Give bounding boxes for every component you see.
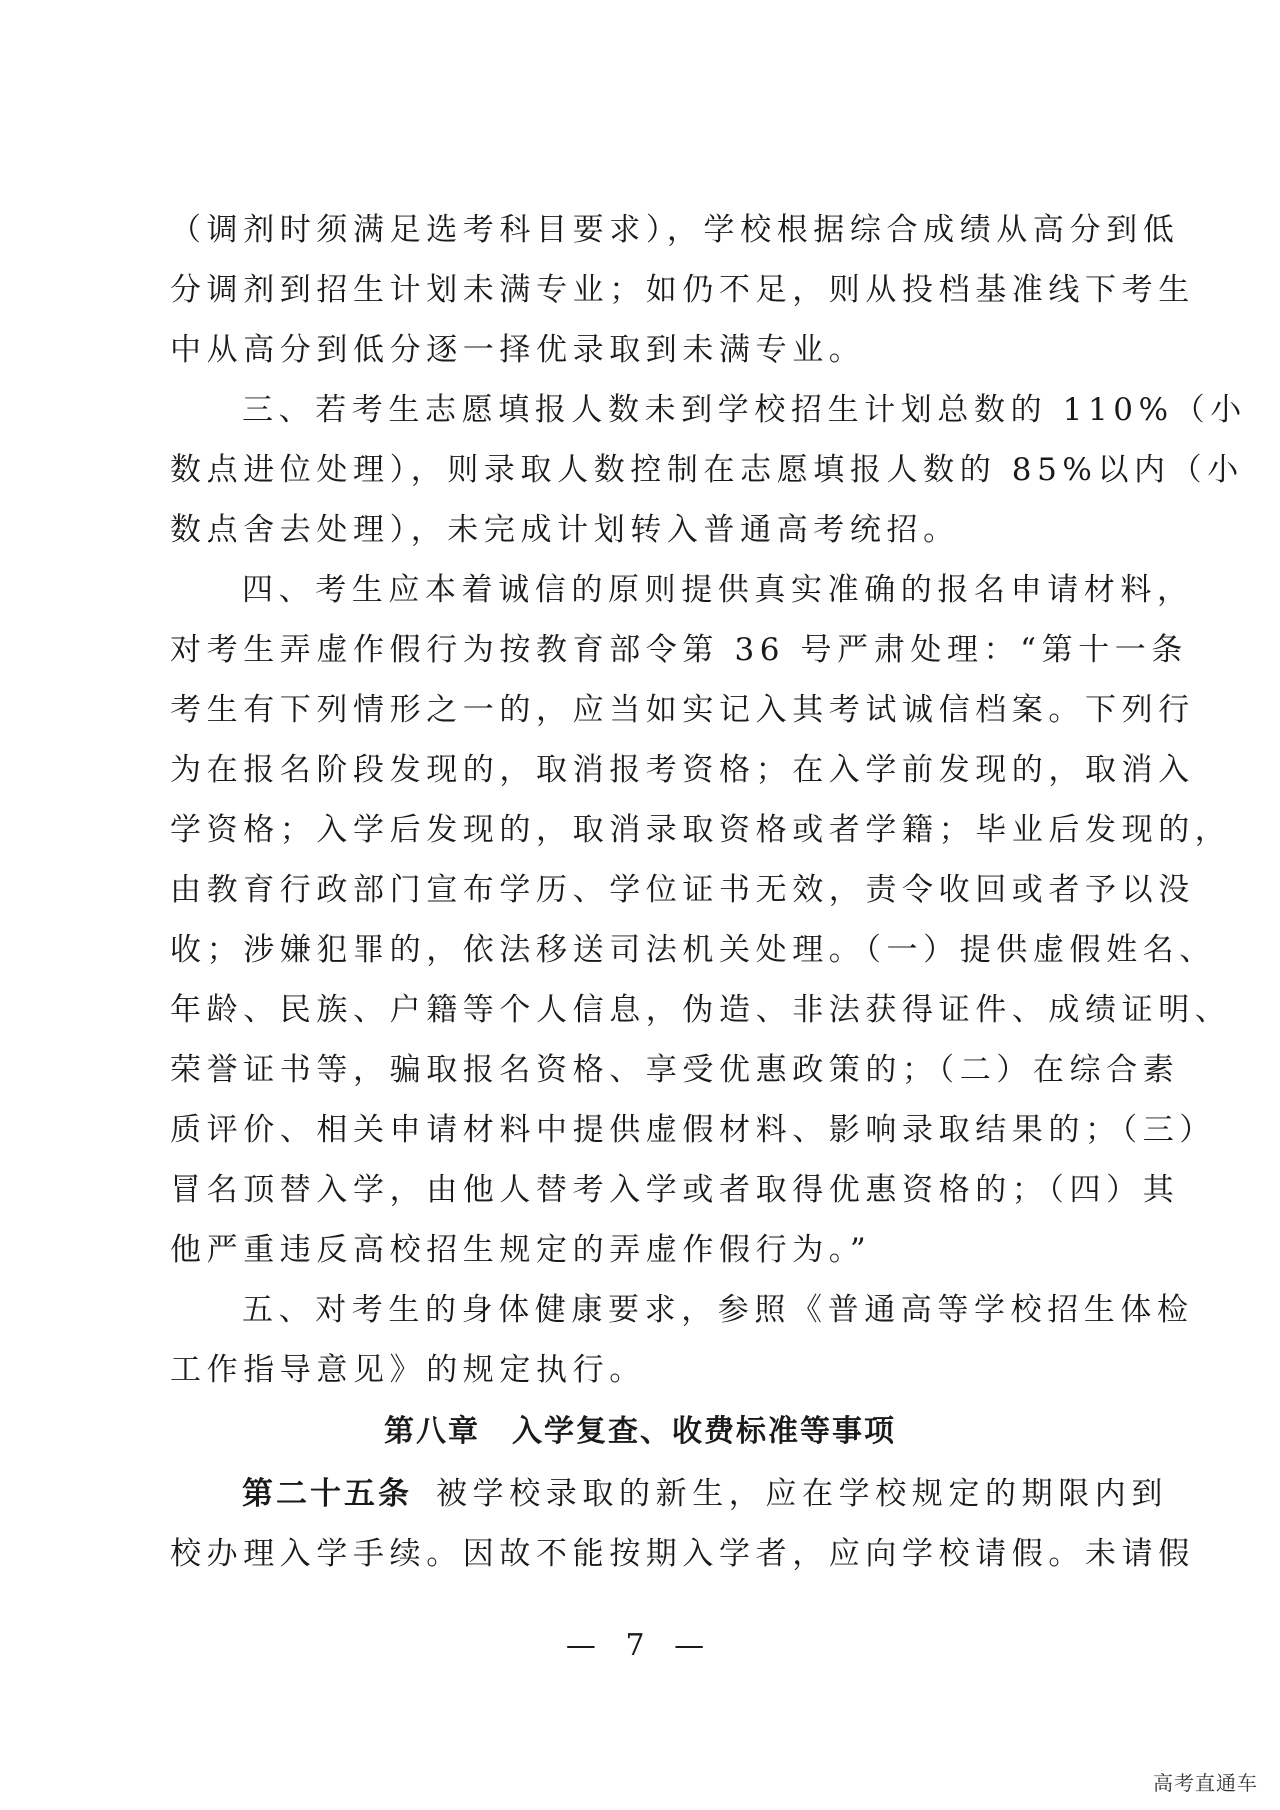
paragraph-5-line: 五、对考生的身体健康要求，参照《普通高等学校招生体检 — [242, 1292, 1194, 1328]
paragraph-4-line: 质评价、相关申请材料中提供虚假材料、影响录取结果的；（三） — [170, 1112, 1216, 1148]
text-line: 分调剂到招生计划未满专业；如仍不足，则从投档基准线下考生 — [170, 272, 1195, 308]
paragraph-3-line: 数点进位处理），则录取人数控制在志愿填报人数的 85%以内（小 — [170, 452, 1244, 488]
chapter-title: 入学复查、收费标准等事项 — [512, 1414, 896, 1449]
page-number: — 7 — — [565, 1628, 715, 1663]
paragraph-4-line: 冒名顶替入学，由他人替考入学或者取得优惠资格的；（四）其 — [170, 1172, 1180, 1208]
text-line: 中从高分到低分逐一择优录取到未满专业。 — [170, 332, 866, 368]
paragraph-4-line: 由教育行政部门宣布学历、学位证书无效，责令收回或者予以没 — [170, 872, 1195, 908]
paragraph-4-line: 考生有下列情形之一的，应当如实记入其考试诚信档案。下列行 — [170, 692, 1195, 728]
article-25-line — [170, 1464, 1168, 1524]
paragraph-3-line: 数点舍去处理），未完成计划转入普通高考统招。 — [170, 512, 960, 548]
paragraph-5-line: 工作指导意见》的规定执行。 — [170, 1352, 646, 1388]
article-label: 第二十五条 — [242, 1476, 412, 1512]
paragraph-4-line: 荣誉证书等，骗取报名资格、享受优惠政策的；（二）在综合素 — [170, 1052, 1180, 1088]
paragraph-4-line: 收；涉嫌犯罪的，依法移送司法机关处理。（一）提供虚假姓名、 — [170, 932, 1216, 968]
chapter-heading — [170, 1400, 1110, 1464]
paragraph-4-line: 为在报名阶段发现的，取消报考资格；在入学前发现的，取消入 — [170, 752, 1195, 788]
document-body — [170, 200, 1247, 1584]
paragraph-4-line: 年龄、民族、户籍等个人信息，伪造、非法获得证件、成绩证明、 — [170, 992, 1232, 1028]
paragraph-4-line: 他严重违反高校招生规定的弄虚作假行为。” — [170, 1232, 872, 1268]
chapter-number: 第八章 — [384, 1414, 480, 1449]
paragraph-4-line: 四、考生应本着诚信的原则提供真实准确的报名申请材料， — [242, 572, 1194, 608]
paragraph-4-line: 学资格；入学后发现的，取消录取资格或者学籍；毕业后发现的， — [170, 812, 1232, 848]
paragraph-3-line: 三、若考生志愿填报人数未到学校招生计划总数的 110%（小 — [242, 392, 1247, 428]
article-25-text: 被学校录取的新生，应在学校规定的期限内到 — [436, 1476, 1168, 1512]
paragraph-4-line: 对考生弄虚作假行为按教育部令第 36 号严肃处理：“第十一条 — [170, 632, 1188, 668]
watermark: 高考直通车 — [1153, 1771, 1258, 1795]
text-line: （调剂时须满足选考科目要求），学校根据综合成绩从高分到低 — [170, 212, 1180, 248]
article-25-line: 校办理入学手续。因故不能按期入学者，应向学校请假。未请假 — [170, 1536, 1195, 1572]
